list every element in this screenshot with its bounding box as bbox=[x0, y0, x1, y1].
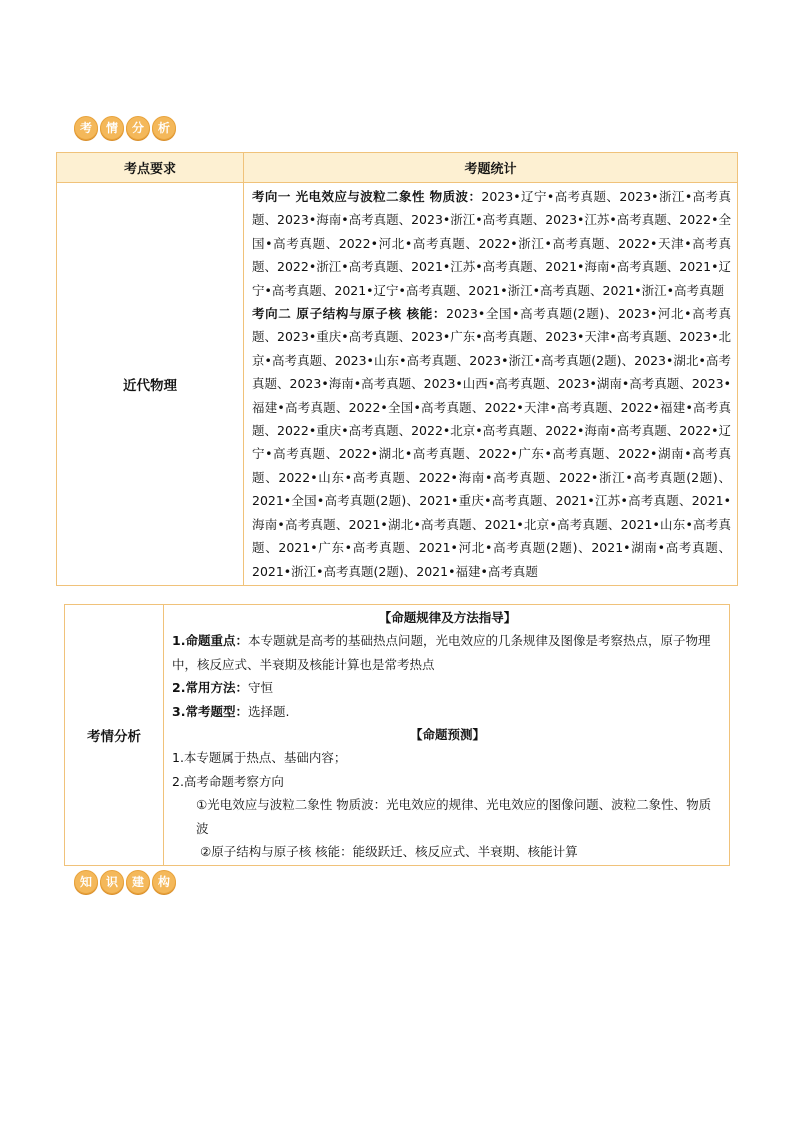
item-method-text: 守恒 bbox=[247, 680, 273, 696]
item-question-type-label: 3.常考题型： bbox=[172, 703, 248, 719]
direction-one bbox=[252, 185, 731, 302]
prediction-2a: ①光电效应与波粒二象性 物质波：光电效应的规律、光电效应的图像问题、波粒二象性、物质波 bbox=[196, 797, 712, 836]
prediction-1: 1.本专题属于热点、基础内容； bbox=[172, 750, 347, 766]
header-requirements: 考点要求 bbox=[57, 153, 244, 183]
item-question-type-text: 选择题. bbox=[247, 703, 290, 719]
table-row bbox=[57, 183, 738, 586]
badge-char: 析 bbox=[152, 116, 176, 140]
section-badge-knowledge-map bbox=[74, 870, 176, 894]
badge-char: 建 bbox=[126, 870, 150, 894]
analysis-cell bbox=[164, 605, 730, 866]
exam-statistics-table bbox=[56, 152, 738, 586]
statistics-cell bbox=[244, 183, 738, 586]
item-focus bbox=[172, 629, 723, 676]
badge-char: 识 bbox=[100, 870, 124, 894]
badge-char: 构 bbox=[152, 870, 176, 894]
direction-two-title: 考向二 原子结构与原子核 核能： bbox=[252, 306, 447, 322]
header-statistics: 考题统计 bbox=[244, 153, 738, 183]
badge-char: 分 bbox=[126, 116, 150, 140]
item-focus-text: 本专题就是高考的基础热点问题，光电效应的几条规律及图像是考察热点，原子物理中，核反应式、半衰期及核能计算也是常考热点 bbox=[172, 633, 711, 672]
table-row bbox=[65, 605, 730, 866]
row-label-exam-analysis: 考情分析 bbox=[65, 605, 164, 866]
badge-char: 情 bbox=[100, 116, 124, 140]
row-label-modern-physics: 近代物理 bbox=[57, 183, 244, 586]
exam-analysis-table bbox=[64, 604, 730, 866]
prediction-2b: ②原子结构与原子核 核能：能级跃迁、核反应式、半衰期、核能计算 bbox=[200, 844, 578, 860]
direction-two bbox=[252, 302, 731, 583]
table-header-row bbox=[57, 153, 738, 183]
section-badge-exam-analysis bbox=[74, 116, 176, 140]
badge-char: 考 bbox=[74, 116, 98, 140]
prediction-2: 2.高考命题考察方向 bbox=[172, 773, 284, 789]
item-question-type bbox=[172, 700, 723, 723]
direction-one-title: 考向一 光电效应与波粒二象性 物质波： bbox=[252, 189, 482, 204]
badge-char: 知 bbox=[74, 870, 98, 894]
item-method-label: 2.常用方法： bbox=[172, 680, 248, 696]
direction-one-text: 2023•辽宁•高考真题、2023•浙江•高考真题、2023•海南•高考真题、2023•浙江•高考真题、2023•江苏•高考真题、2022•全国•高考真题、2022•河北•高考真题、2022•浙江•高考真题、2022•天津•高考真题、2022•浙江•高考真题、2021•江苏•高考真题、2021•海南•高考真题、2021•辽宁•高考真题、2021•辽宁•高考真题、2021•浙江•高考真题、2021•浙江•高考真题 bbox=[252, 189, 731, 298]
heading-prediction: 【命题预测】 bbox=[409, 727, 485, 743]
item-focus-label: 1.命题重点： bbox=[172, 633, 248, 649]
item-method bbox=[172, 676, 723, 699]
heading-rules: 【命题规律及方法指导】 bbox=[378, 610, 517, 625]
direction-two-text: 2023•全国•高考真题(2题)、2023•河北•高考真题、2023•重庆•高考真题、2023•广东•高考真题、2023•天津•高考真题、2023•北京•高考真题、2023•山东•高考真题、2023•浙江•高考真题(2题)、2023•湖北•高考真题、2023•海南•高考真题、2023•山西•高考真题、2023•湖南•高考真题、2023•福建•高考真题、2022•全国•高考真题、2022•天津•高考真题、2022•福建•高考真题、2022•重庆•高考真题、2022•北京•高考真题、2022•海南•高考真题、2022•辽宁•高考真题、2022•湖北•高考真题、2022•广东•高考真题、2022•湖南•高考真题、2022•山东•高考真题、2022•海南•高考真题、2022•浙江•高考真题(2题)、2021•全国•高考真题(2题)、2021•重庆•高考真题、2021•江苏•高考真题、2021•海南•高考真题、2021•湖北•高考真题、2021•北京•高考真题、2021•山东•高考真题、2021•广东•高考真题、2021•河北•高考真题(2题)、2021•湖南•高考真题、2021•浙江•高考真题(2题)、2021•福建•高考真题 bbox=[252, 306, 731, 579]
